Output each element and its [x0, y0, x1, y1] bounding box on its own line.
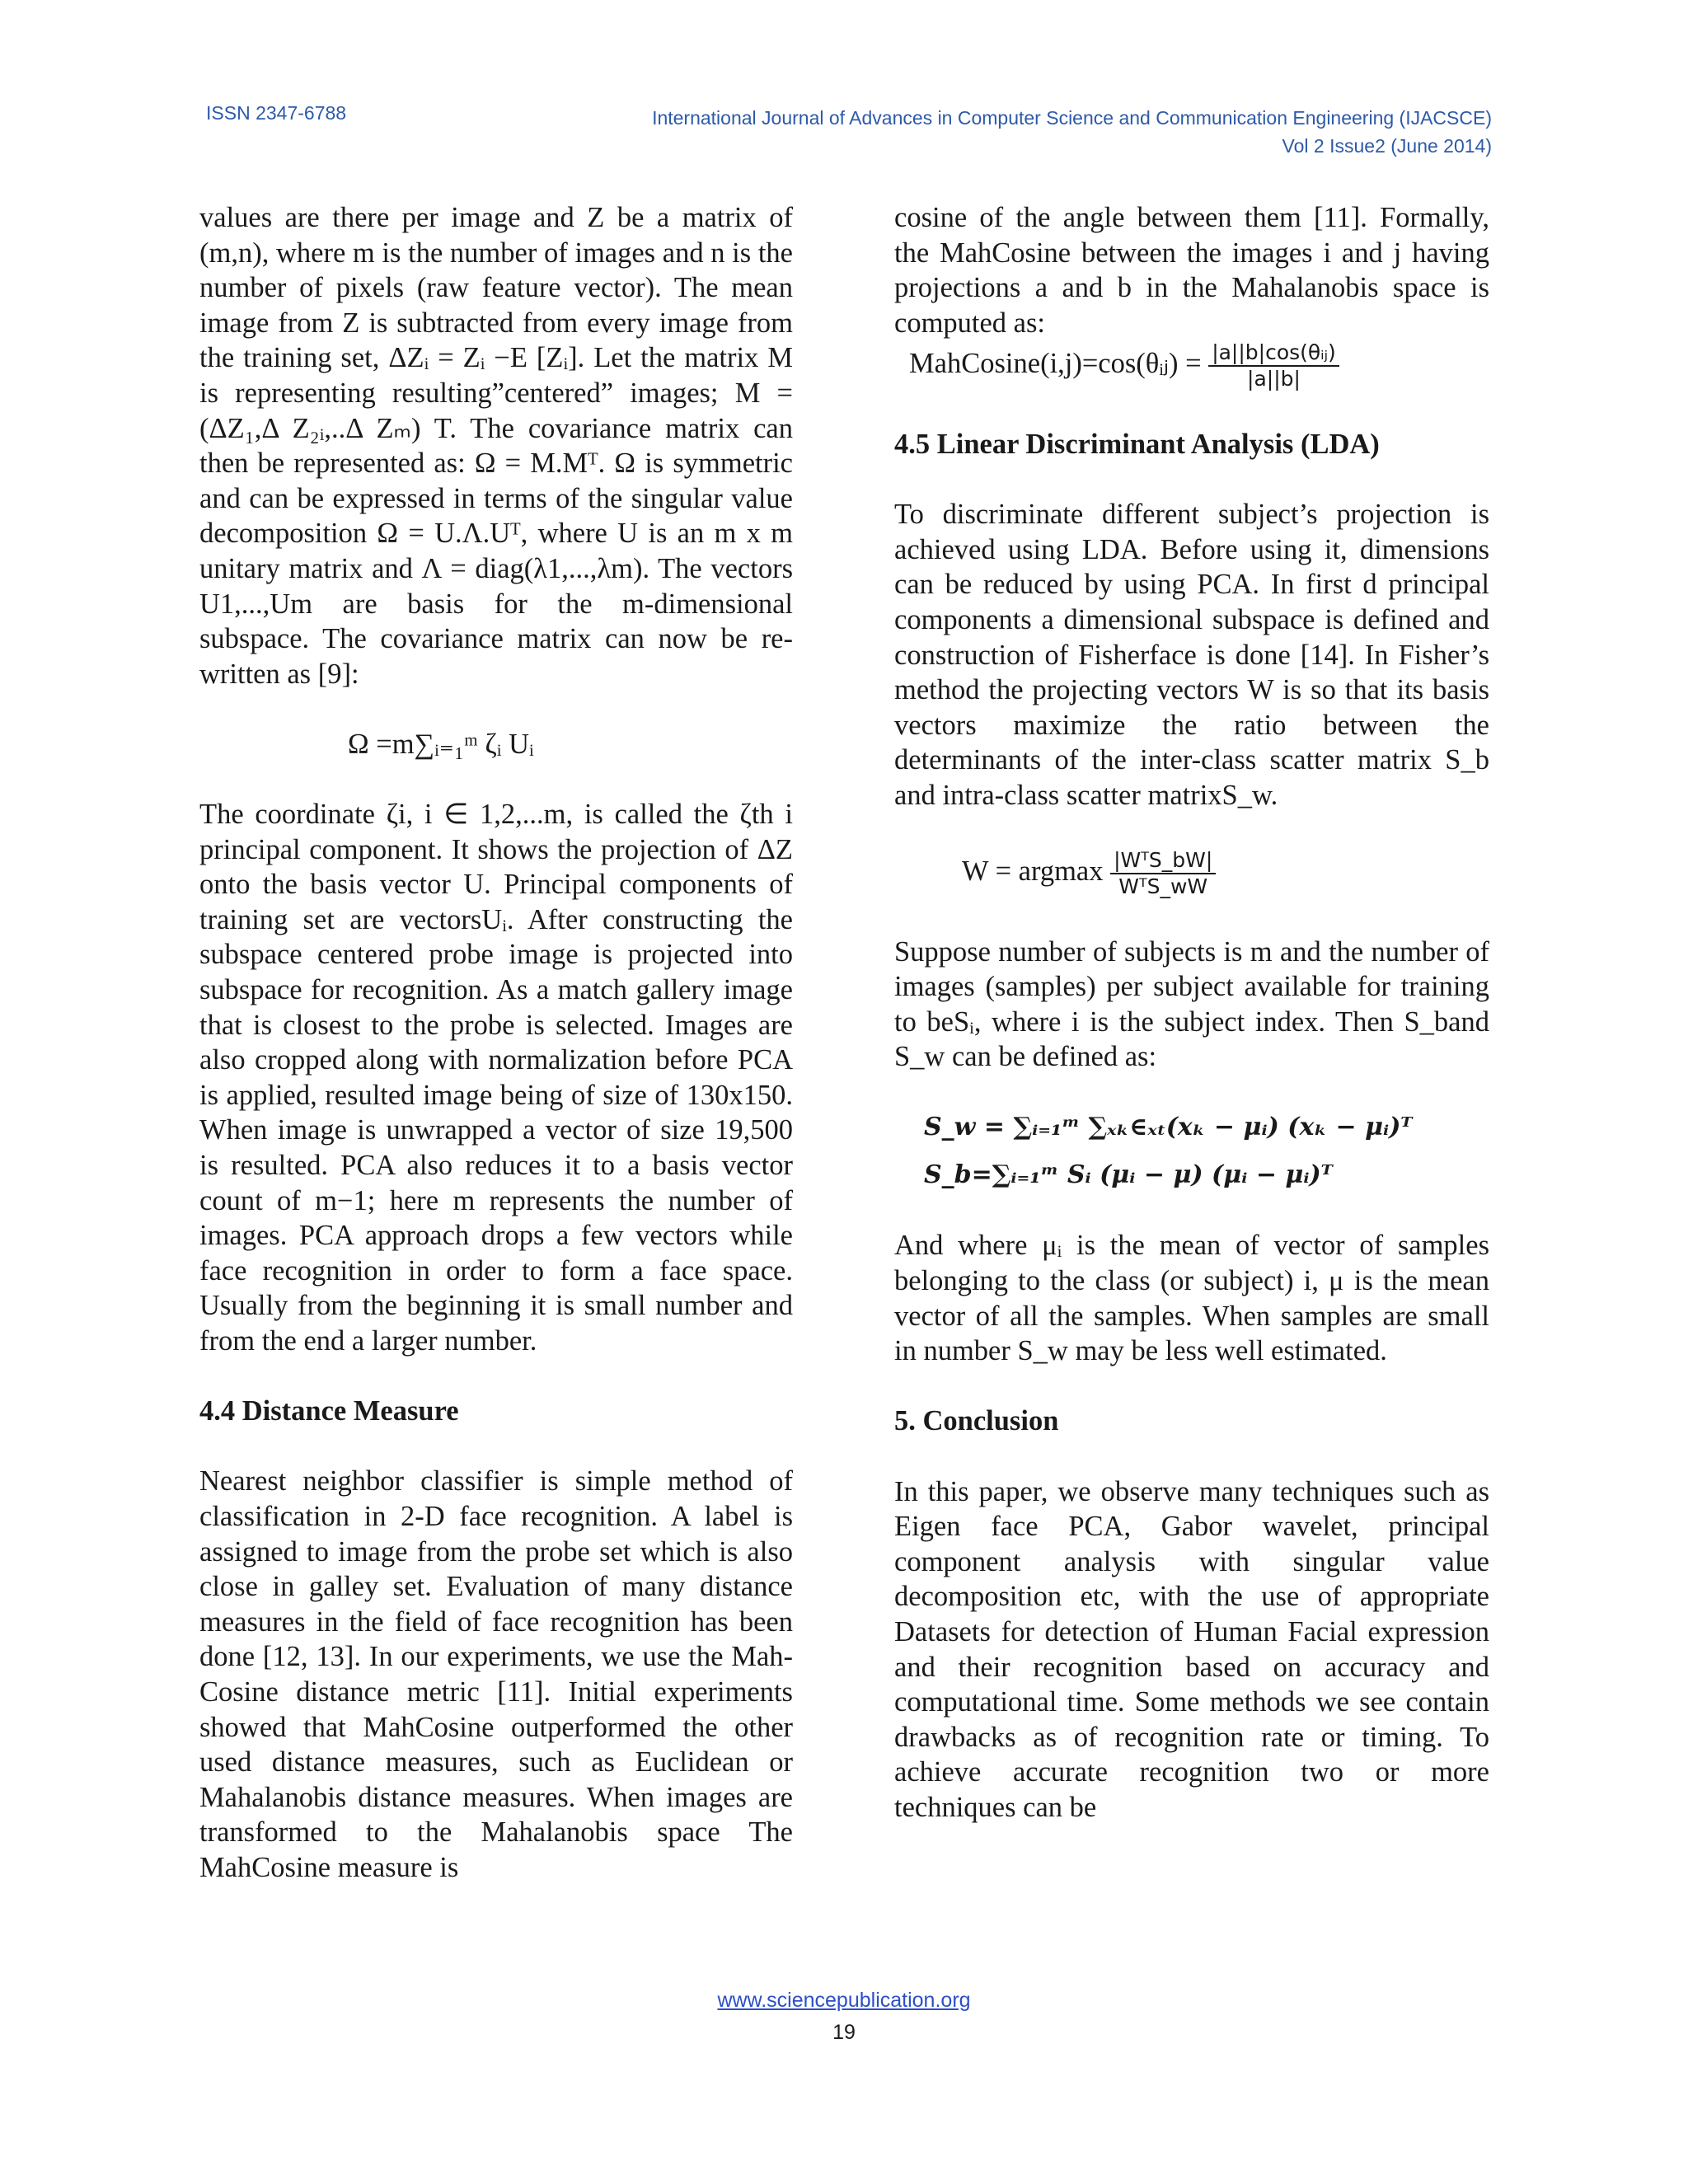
paragraph-subjects: Suppose number of subjects is m and the number of images (samples) per subject available for training to beSᵢ, where i is the subject index. Then S_band S_w can be defined as:: [894, 935, 1489, 1073]
header-journal-title: International Journal of Advances in Computer Science and Communication Engineering (IJACSCE): [652, 107, 1492, 129]
header-volume: Vol 2 Issue2 (June 2014): [1282, 135, 1492, 157]
equation-sb: S_b=∑ᵢ₌₁ᵐ Sᵢ (μᵢ − μ) (μᵢ − μᵢ)ᵀ: [924, 1160, 1333, 1190]
equation-w-denominator: WᵀS_wW: [1118, 874, 1208, 899]
paragraph-principal-components: The coordinate ζi, i ∈ 1,2,...m, is called the ζth i principal component. It shows the projection of ΔZ onto the basis vector U. Principal components of training set are vectorsUᵢ. After constructing the subspace centered probe image is projected into subspace for recognition. As a match gallery image that is closest to the probe is selected. Images are also cropped along with normalization before PCA is applied, resulted image being of size of 130x150. When image is unwrapped a vector of size 19,500 is resulted. PCA also reduces it to a basis vector count of m−1; here m represents the number of images. PCA approach drops a few vectors while face recognition in order to form a face space. Usually from the beginning it is small number and from the end a larger number.: [199, 799, 793, 1357]
paragraph-covariance: values are there per image and Z be a matrix of (m,n), where m is the number of images and n is the number of pixels (raw feature vector). The mean image from Z is subtracted from every image from the training set, ΔZᵢ = Zᵢ −E [Zᵢ]. Let the matrix M is representing resulting”centered” images; M =(ΔZ₁,Δ Z₂ᵢ,..Δ Zₘ) T. The covariance matrix can then be represented as: Ω = M.Mᵀ. Ω is symmetric and can be expressed in terms of the singular value decomposition Ω = U.Λ.Uᵀ, where U is an m x m unitary matrix and Λ = diag(λ1,...,λm). The vectors U1,...,Um are basis for the m-dimensional subspace. The covariance matrix can now be re-written as [9]:: [199, 202, 793, 690]
equation-mahcosine-fraction: [1208, 340, 1339, 391]
left-column: [199, 200, 793, 1886]
section-heading-lda: 4.5 Linear Discriminant Analysis (LDA): [894, 428, 1380, 460]
paragraph-mean-vector: And where μᵢ is the mean of vector of samples belonging to the class (or subject) i, μ is the mean vector of all the samples. When samples are small in number S_w may be less well estimated.: [894, 1230, 1489, 1367]
section-heading-conclusion: 5. Conclusion: [894, 1405, 1059, 1437]
paragraph-lda: To discriminate different subject’s projection is achieved using LDA. Before using it, dimensions can be reduced by using PCA. In first d principal components a dimensional subspace is defined and construction of Fisherface is done [14]. In Fisher’s method the projecting vectors W is so that its basis vectors maximize the ratio between the determinants of the inter-class scatter matrix S_b and intra-class scatter matrixS_w.: [894, 499, 1489, 811]
section-heading-distance-measure: 4.4 Distance Measure: [199, 1395, 459, 1427]
equation-mahcosine-denominator: |a||b|: [1247, 367, 1301, 391]
equation-mahcosine-lhs: MahCosine(i,j)=cos(θᵢⱼ) =: [909, 348, 1202, 380]
equation-mahcosine-numerator: |a||b|cos(θᵢⱼ): [1208, 340, 1339, 367]
equation-omega: Ω =m∑ᵢ₌₁ᵐ ζᵢ Uᵢ: [348, 728, 534, 760]
equation-w-numerator: |WᵀS_bW|: [1110, 848, 1216, 874]
header-issn: ISSN 2347-6788: [206, 102, 347, 124]
footer-url-link[interactable]: www.sciencepublication.org: [717, 1989, 971, 2012]
equation-w-fraction: [1110, 848, 1216, 899]
header-journal-info: [652, 104, 1492, 160]
equation-mahcosine: [894, 340, 1489, 391]
paragraph-mahcosine: cosine of the angle between them [11]. Formally, the MahCosine between the images i and j having projections a and b in the Mahalanobis space is computed as:: [894, 202, 1489, 339]
right-column: [894, 200, 1489, 1825]
equation-w-argmax: [894, 848, 1489, 899]
paragraph-conclusion: In this paper, we observe many techniques such as Eigen face PCA, Gabor wavelet, principal component analysis with singular value decomposition etc, with the use of appropriate Datasets for detection of Human Facial expression and their recognition based on accuracy and computational time. Some methods we see contain drawbacks as of recognition rate or timing. To achieve accurate recognition two or more techniques can be: [894, 1475, 1489, 1823]
footer-page-number: 19: [832, 2021, 856, 2044]
equation-w-lhs: W = argmax: [962, 855, 1104, 888]
paragraph-nearest-neighbor: Nearest neighbor classifier is simple method of classification in 2-D face recognition. A label is assigned to image from the probe set which is also close in galley set. Evaluation of many distance measures in the field of face recognition has been done [12, 13]. In our experiments, we use the Mah- Cosine distance metric [11]. Initial experiments showed that MahCosine outperformed the other used distance measures, such as Euclidean or Mahalanobis distance measures. When images are transformed to the Mahalanobis space The MahCosine measure is: [199, 1465, 793, 1883]
equation-sw: S_w = ∑ᵢ₌₁ᵐ ∑ₓₖ∈ₓₜ(xₖ − μᵢ) (xₖ − μᵢ)ᵀ: [924, 1112, 1413, 1141]
